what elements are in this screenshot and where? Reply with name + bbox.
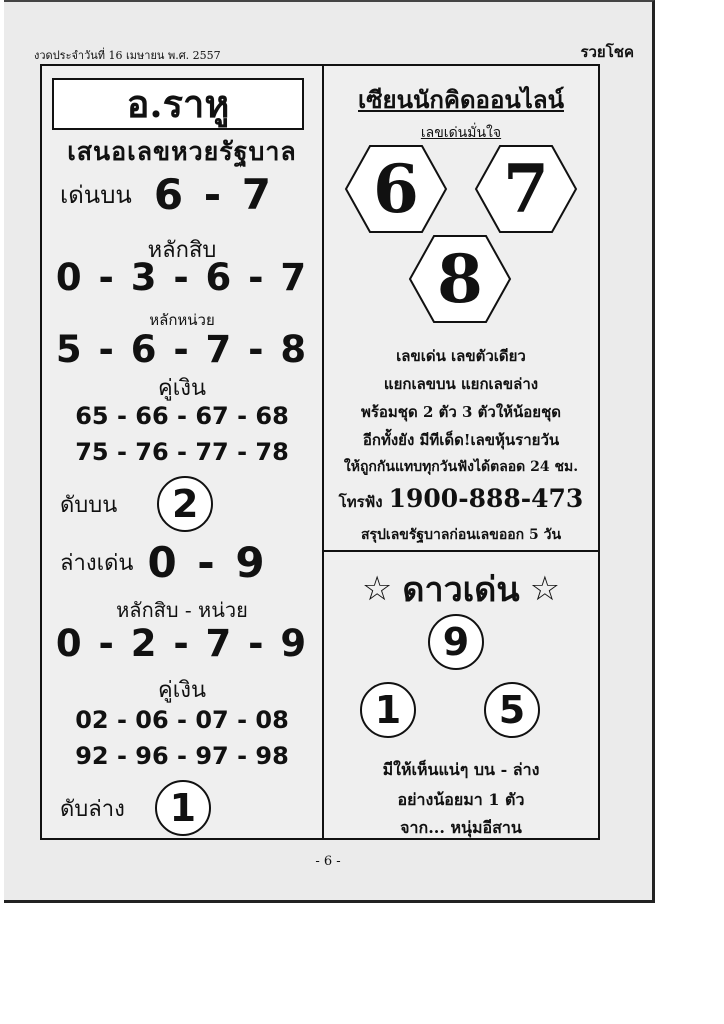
column-divider (322, 66, 324, 838)
phone-label: โทรฟัง (338, 493, 383, 511)
top-pick-label: เด่นบน (60, 181, 132, 209)
hexagon-digit (344, 144, 448, 234)
info-line: ให้ถูกกันแทบทุกวันฟังได้ตลอด 24 ชม. (343, 459, 579, 475)
section-subtitle: เลขเด่นมั่นใจ (420, 125, 502, 141)
hexagon-digit (408, 234, 512, 324)
bottom-pick-label: ล่างเด่น (60, 551, 134, 576)
info-line: แยกเลขบน แยกเลขล่าง (383, 375, 539, 393)
pairs-row: 02 - 06 - 07 - 08 (75, 706, 289, 734)
closing-line: จาก... หนุ่มอีสาน (400, 818, 522, 837)
info-line: เลขเด่น เลขตัวเดียว (396, 347, 526, 365)
newspaper-page (4, 0, 655, 903)
top-pick-row (60, 170, 274, 219)
pairs-label-top: คู่เงิน (157, 376, 207, 401)
closing-line: มีให้เห็นแน่ๆ บน - ล่าง (382, 760, 540, 779)
info-line: อีกทั้งยัง มีทีเด็ด!เลขหุ้นรายวัน (362, 431, 560, 449)
content-frame (40, 64, 600, 840)
star-icon: ☆ (361, 569, 393, 609)
star-digit: 9 (442, 620, 470, 664)
tens-units-label: หลักสิบ - หน่วย (116, 598, 248, 622)
author-title: อ.ราหู (52, 78, 304, 130)
summary-line: สรุปเลขรัฐบาลก่อนเลขออก 5 วัน (360, 527, 562, 543)
units-label: หลักหน่วย (149, 311, 215, 329)
tens-value: 0 - 3 - 6 - 7 (55, 256, 309, 299)
hexagon-digit-value: 6 (373, 150, 419, 228)
star-icon: ☆ (529, 569, 561, 609)
pairs-row: 92 - 96 - 97 - 98 (75, 742, 289, 770)
publication-name: รวยโชค (580, 43, 634, 61)
intro-heading: เสนอเลขหวยรัฐบาล (67, 137, 297, 166)
bottom-close-value: 1 (169, 786, 197, 830)
bottom-close-circle (155, 780, 211, 836)
bottom-close-row (60, 780, 211, 836)
issue-date: งวดประจำวันที่ 16 เมษายน พ.ศ. 2557 (34, 49, 221, 62)
pairs-row: 75 - 76 - 77 - 78 (75, 438, 289, 466)
hexagon-digit-value: 8 (437, 240, 483, 318)
top-close-value: 2 (172, 482, 199, 526)
section-divider (324, 550, 598, 552)
top-close-label: ดับบน (60, 492, 118, 518)
pairs-row: 65 - 66 - 67 - 68 (75, 402, 289, 430)
info-line: พร้อมชุด 2 ตัว 3 ตัวให้น้อยชุด (360, 403, 562, 421)
hexagon-digit-value: 7 (503, 150, 549, 228)
star-digit: 1 (374, 688, 402, 732)
star-digit-circle (484, 682, 540, 738)
page-header (34, 44, 634, 62)
closing-line: อย่างน้อยมา 1 ตัว (397, 790, 525, 809)
bottom-pick-value: 0 - 9 (147, 538, 268, 587)
star-heading (324, 562, 598, 616)
bottom-pick-row (60, 538, 268, 587)
page-number: - 6 - (315, 854, 341, 869)
units-value: 5 - 6 - 7 - 8 (55, 328, 309, 371)
star-digit: 5 (498, 688, 526, 732)
tens-label: หลักสิบ (147, 238, 217, 263)
star-digit-circle (360, 682, 416, 738)
hexagon-digit (474, 144, 578, 234)
bottom-close-label: ดับล่าง (60, 796, 125, 822)
top-close-circle (157, 476, 213, 532)
tens-units-value: 0 - 2 - 7 - 9 (55, 622, 309, 665)
top-close-row (60, 476, 213, 532)
star-digit-circle (428, 614, 484, 670)
phone-line (324, 484, 598, 514)
phone-number: 1900-888-473 (388, 484, 584, 513)
top-pick-value: 6 - 7 (153, 170, 274, 219)
section-title: เซียนนักคิดออนไลน์ (358, 85, 564, 114)
pairs-label-bottom: คู่เงิน (157, 678, 207, 703)
star-heading-text: ดาวเด่น (402, 570, 520, 610)
